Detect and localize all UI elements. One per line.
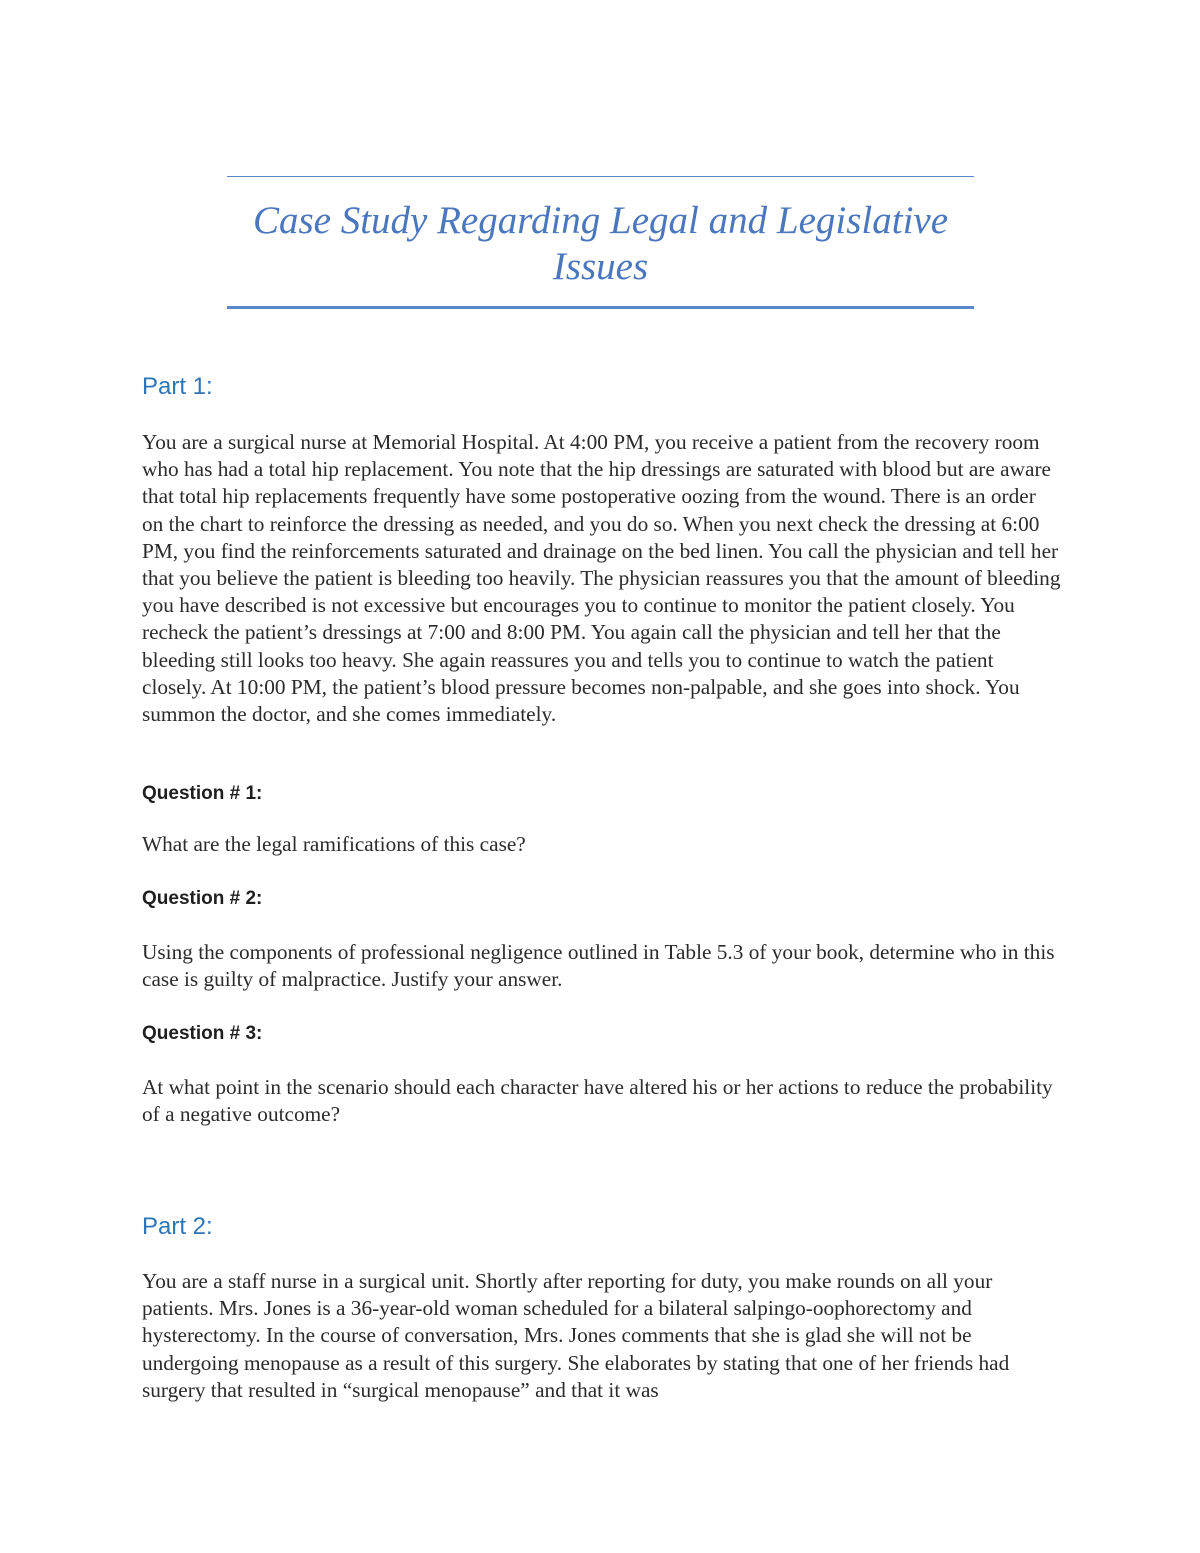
question-1-label: Question # 1: xyxy=(142,783,263,804)
document-title: Case Study Regarding Legal and Legislative Issues xyxy=(252,199,949,288)
part-2-heading: Part 2: xyxy=(142,1213,213,1240)
question-2-label: Question # 2: xyxy=(142,888,263,909)
part-2-scenario: You are a staff nurse in a surgical unit. Shortly after reporting for duty, you make rounds on all your patients. Mrs. Jones is a 36-year-old woman scheduled for a bilateral salpingo-oophorectomy and hysterectomy. In the course of conversation, Mrs. Jones comments that she is glad she will not be undergoing menopause as a result of this surgery. She elaborates by stating that one of her friends had surgery that resulted in “surgical menopause” and that it was xyxy=(142,1269,1010,1402)
question-3-text: At what point in the scenario should each character have altered his or her actions to reduce the probability of a negative outcome? xyxy=(142,1075,1053,1127)
question-1-text: What are the legal ramifications of this case? xyxy=(142,832,526,856)
question-3-label: Question # 3: xyxy=(142,1023,263,1044)
part-1-heading: Part 1: xyxy=(142,373,213,400)
part-1-scenario: You are a surgical nurse at Memorial Hospital. At 4:00 PM, you receive a patient from the recovery room who has had a total hip replacement. You note that the hip dressings are saturated with blood but are aware that total hip replacements frequently have some postoperative oozing from the wound. There is an order on the chart to reinforce the dressing as needed, and you do so. When you next check the dressing at 6:00 PM, you find the reinforcements saturated and drainage on the bed linen. You call the physician and tell her that you believe the patient is bleeding too heavily. The physician reassures you that the amount of bleeding you have described is not excessive but encourages you to continue to monitor the patient closely. You recheck the patient’s dressings at 7:00 and 8:00 PM. You again call the physician and tell her that the bleeding still looks too heavy. She again reassures you and tells you to continue to watch the patient closely. At 10:00 PM, the patient’s blood pressure becomes non-palpable, and she goes into shock. You summon the doctor, and she comes immediately. xyxy=(142,430,1061,727)
question-2-text: Using the components of professional negligence outlined in Table 5.3 of your book, determine who in this case is guilty of malpractice. Justify your answer. xyxy=(142,940,1055,992)
title-top-rule xyxy=(227,176,974,177)
title-bottom-rule xyxy=(227,306,974,309)
